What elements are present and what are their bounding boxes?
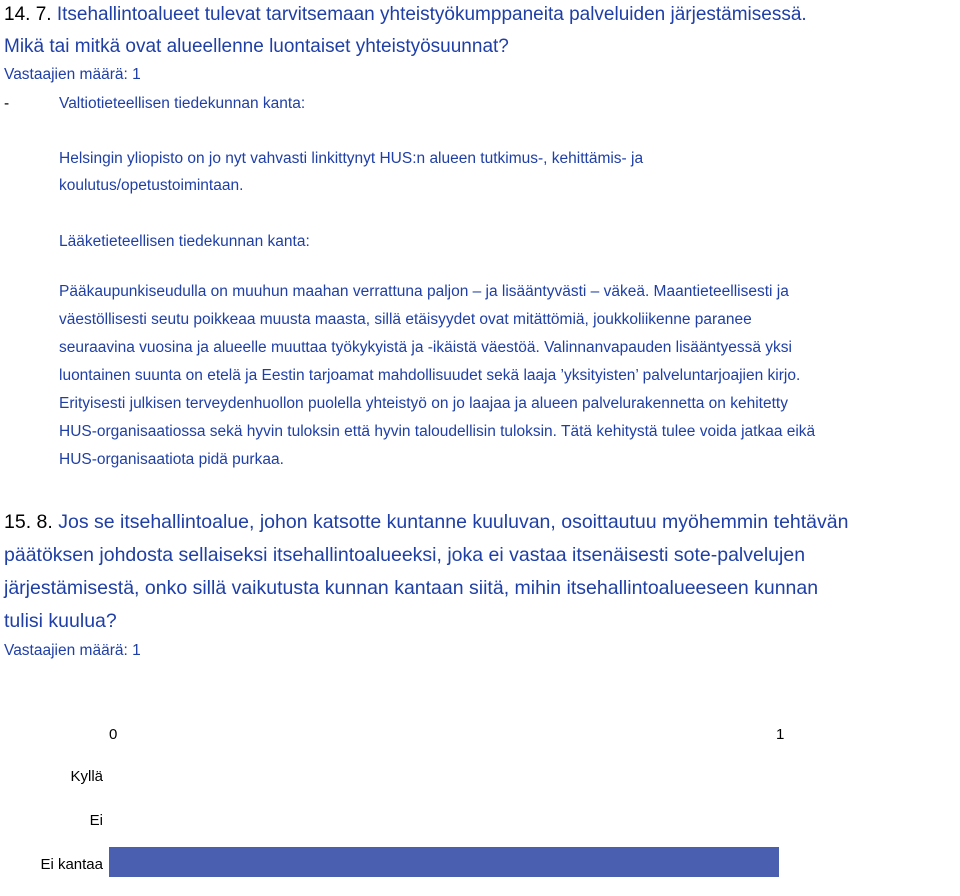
para2-line: Erityisesti julkisen terveydenhuollon puolella yhteistyö on jo laajaa ja alueen palvelurakennetta on kehitetty [59,395,788,412]
para1-line-2: koulutus/opetustoimintaan. [59,177,244,194]
x-tick-label: 0 [109,726,118,743]
question-15-text: Jos se itsehallintoalue, johon katsotte kuntanne kuuluvan, osoittautuu myöhemmin tehtävän [58,511,849,533]
question-15-respondents: Vastaajien määrä: 1 [4,642,141,659]
question-14-line-2: Mikä tai mitkä ovat alueellenne luontaiset yhteistyösuunnat? [4,36,509,57]
question-15-line-1 [4,506,848,538]
question-15-line-4: tulisi kuulua? [4,610,117,632]
para2-line: luontainen suunta on etelä ja Eestin tarjoamat mahdollisuudet sekä laaja ’yksityisten’ palveluntarjoajien kirjo. [59,367,801,384]
para2 [59,283,815,479]
list-dash: - [4,95,10,112]
question-14-number: 14. 7. [4,4,52,25]
para2-line: seuraavina vuosina ja alueelle muuttaa työkykyistä ja -ikäistä väestöä. Valinnanvapauden lisääntyessä yksi [59,339,792,356]
bar-chart [0,715,960,896]
question-14-text: Itsehallintoalueet tulevat tarvitsemaan yhteistyökumppaneita palveluiden järjestämisessä. [56,4,807,25]
heading-laaketieteellinen: Lääketieteellisen tiedekunnan kanta: [59,233,310,250]
para2-line: väestöllisesti seutu poikkeaa muusta maasta, sillä etäisyydet ovat mitättömiä, joukkoliikenne paranee [59,311,752,328]
question-15-number: 15. 8. [4,511,53,533]
question-15-line-2: päätöksen johdosta sellaiseksi itsehallintoalueeksi, joka ei vastaa itsenäisesti sote-palvelujen [4,544,806,566]
para2-line: Pääkaupunkiseudulla on muuhun maahan verrattuna paljon – ja lisääntyvästi – väkeä. Maantieteellisesti ja [59,283,789,300]
category-label: Ei kantaa [40,856,103,873]
heading-valtiotieteellinen: Valtiotieteellisen tiedekunnan kanta: [59,95,306,112]
para2-line: HUS-organisaatiossa sekä hyvin tuloksin että hyvin taloudellisin tuloksin. Tätä kehitystä tulee voida jatkaa eikä [59,423,816,440]
para1-line-1: Helsingin yliopisto on jo nyt vahvasti linkittynyt HUS:n alueen tutkimus-, kehittämis- ja [59,150,644,167]
question-15-line-3: järjestämisestä, onko sillä vaikutusta kunnan kantaan siitä, mihin itsehallintoalueeseen kunnan [4,577,819,599]
category-label: Ei [89,812,103,829]
question-14-line-1 [4,3,807,26]
question-14-respondents: Vastaajien määrä: 1 [4,66,141,83]
category-label: Kyllä [70,768,103,785]
bar [109,847,779,877]
x-tick-label: 1 [776,726,785,743]
para2-line: HUS-organisaatiota pidä purkaa. [59,451,284,468]
